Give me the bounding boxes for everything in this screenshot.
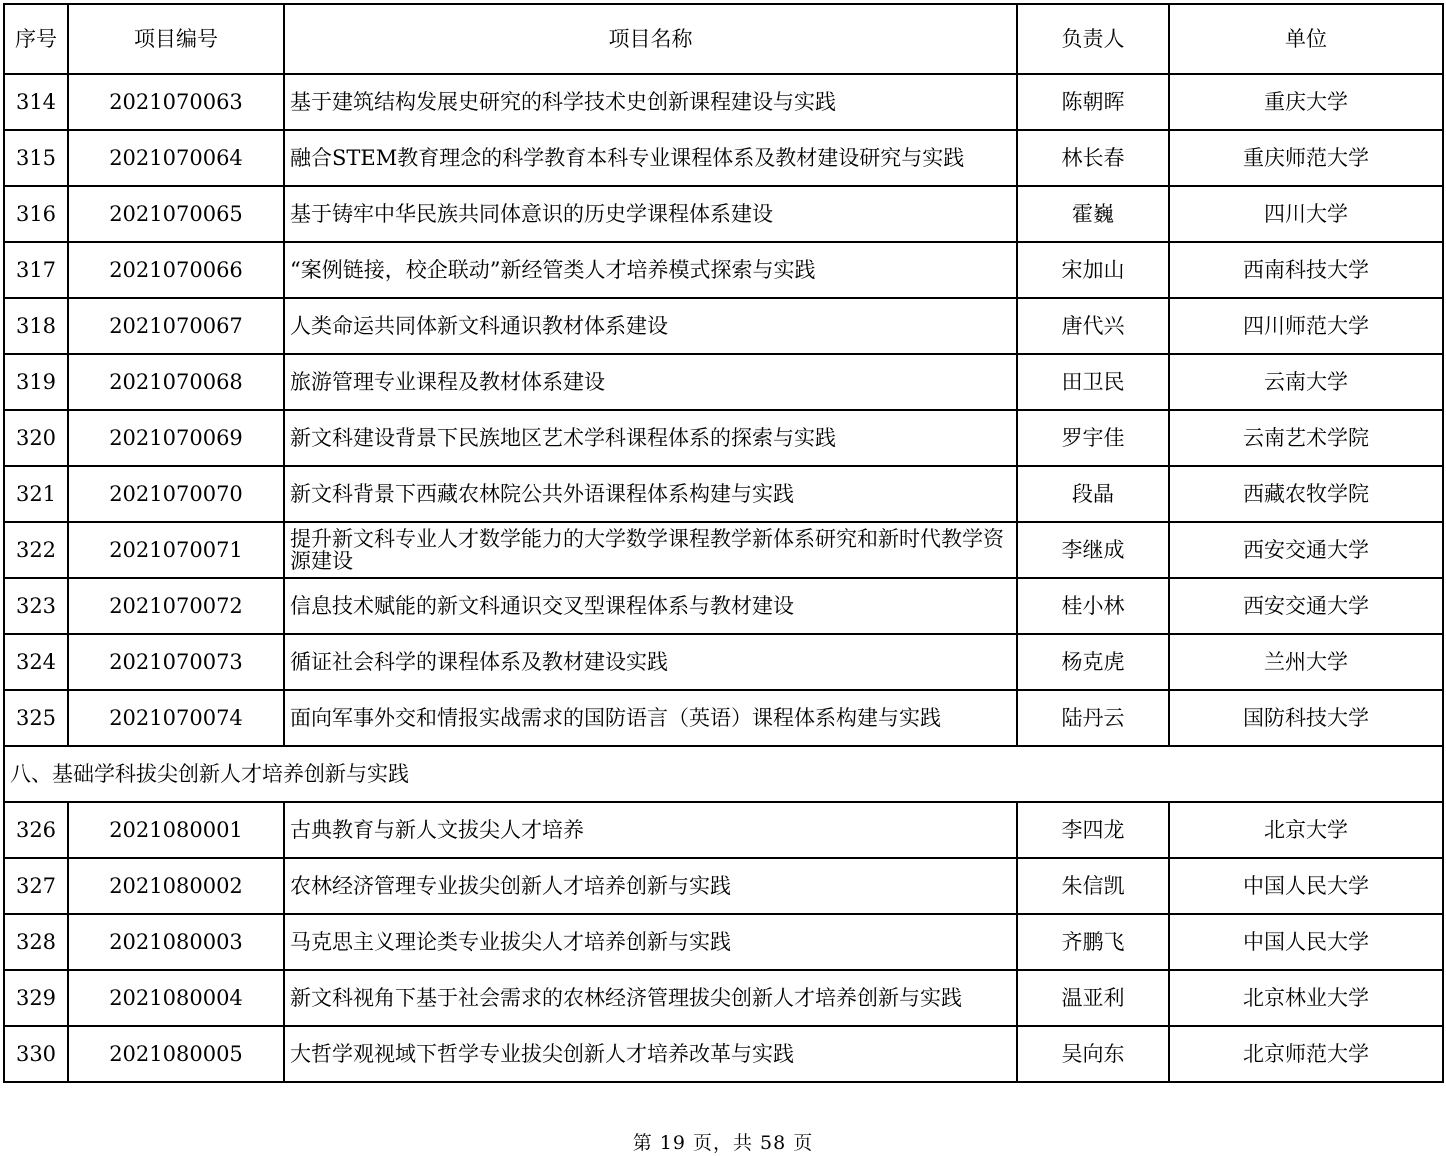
cell-seq: 320 [4,410,68,466]
cell-code: 2021070068 [68,354,284,410]
header-row [4,4,1443,74]
cell-leader: 唐代兴 [1017,298,1169,354]
cell-code: 2021070073 [68,634,284,690]
table-row [4,634,1443,690]
cell-code: 2021070074 [68,690,284,746]
table-row [4,74,1443,130]
cell-seq: 322 [4,522,68,578]
cell-leader: 杨克虎 [1017,634,1169,690]
cell-code: 2021080003 [68,914,284,970]
cell-unit: 四川大学 [1169,186,1443,242]
cell-unit: 北京大学 [1169,802,1443,858]
cell-unit: 西藏农牧学院 [1169,466,1443,522]
table-body-section-heading [4,746,1443,802]
cell-seq: 329 [4,970,68,1026]
cell-leader: 陆丹云 [1017,690,1169,746]
cell-code: 2021070071 [68,522,284,578]
header-seq: 序号 [4,4,68,74]
header-code: 项目编号 [68,4,284,74]
cell-unit: 西安交通大学 [1169,578,1443,634]
cell-leader: 温亚利 [1017,970,1169,1026]
cell-name: 面向军事外交和情报实战需求的国防语言（英语）课程体系构建与实践 [284,690,1017,746]
table-row [4,970,1443,1026]
table-row [4,1026,1443,1082]
cell-code: 2021070065 [68,186,284,242]
cell-unit: 北京林业大学 [1169,970,1443,1026]
cell-name: 信息技术赋能的新文科通识交叉型课程体系与教材建设 [284,578,1017,634]
cell-leader: 段晶 [1017,466,1169,522]
cell-code: 2021070063 [68,74,284,130]
cell-code: 2021070070 [68,466,284,522]
table-row [4,690,1443,746]
cell-name: 马克思主义理论类专业拔尖人才培养创新与实践 [284,914,1017,970]
cell-name: 大哲学观视域下哲学专业拔尖创新人才培养改革与实践 [284,1026,1017,1082]
cell-leader: 朱信凯 [1017,858,1169,914]
cell-seq: 321 [4,466,68,522]
cell-name: 农林经济管理专业拔尖创新人才培养创新与实践 [284,858,1017,914]
table-body-section-8 [4,802,1443,1082]
cell-leader: 李四龙 [1017,802,1169,858]
cell-name: 新文科建设背景下民族地区艺术学科课程体系的探索与实践 [284,410,1017,466]
cell-seq: 317 [4,242,68,298]
cell-code: 2021070067 [68,298,284,354]
cell-seq: 314 [4,74,68,130]
cell-seq: 318 [4,298,68,354]
cell-seq: 319 [4,354,68,410]
cell-leader: 李继成 [1017,522,1169,578]
cell-leader: 陈朝晖 [1017,74,1169,130]
table-row [4,466,1443,522]
cell-unit: 四川师范大学 [1169,298,1443,354]
cell-seq: 323 [4,578,68,634]
cell-name: 旅游管理专业课程及教材体系建设 [284,354,1017,410]
cell-unit: 中国人民大学 [1169,914,1443,970]
cell-unit: 兰州大学 [1169,634,1443,690]
cell-name: 提升新文科专业人才数学能力的大学数学课程教学新体系研究和新时代教学资源建设 [284,522,1017,578]
table-body-section-7 [4,74,1443,746]
table-row [4,298,1443,354]
header-name: 项目名称 [284,4,1017,74]
table-row [4,354,1443,410]
header-leader: 负责人 [1017,4,1169,74]
header-unit: 单位 [1169,4,1443,74]
cell-seq: 327 [4,858,68,914]
cell-seq: 316 [4,186,68,242]
table-row [4,914,1443,970]
section-title: 八、基础学科拔尖创新人才培养创新与实践 [4,746,1443,802]
cell-name: 新文科视角下基于社会需求的农林经济管理拔尖创新人才培养创新与实践 [284,970,1017,1026]
cell-leader: 齐鹏飞 [1017,914,1169,970]
cell-unit: 中国人民大学 [1169,858,1443,914]
cell-seq: 326 [4,802,68,858]
table-row [4,130,1443,186]
cell-name: 人类命运共同体新文科通识教材体系建设 [284,298,1017,354]
cell-code: 2021080001 [68,802,284,858]
cell-name: 新文科背景下西藏农林院公共外语课程体系构建与实践 [284,466,1017,522]
cell-unit: 北京师范大学 [1169,1026,1443,1082]
section-row [4,746,1443,802]
table-row [4,858,1443,914]
cell-seq: 330 [4,1026,68,1082]
cell-leader: 田卫民 [1017,354,1169,410]
cell-leader: 林长春 [1017,130,1169,186]
cell-unit: 重庆大学 [1169,74,1443,130]
table-row [4,186,1443,242]
cell-leader: 桂小林 [1017,578,1169,634]
cell-code: 2021080005 [68,1026,284,1082]
cell-seq: 325 [4,690,68,746]
cell-unit: 重庆师范大学 [1169,130,1443,186]
cell-name: “案例链接，校企联动”新经管类人才培养模式探索与实践 [284,242,1017,298]
table-row [4,242,1443,298]
cell-name: 基于建筑结构发展史研究的科学技术史创新课程建设与实践 [284,74,1017,130]
table-row [4,802,1443,858]
cell-code: 2021070066 [68,242,284,298]
cell-leader: 罗宇佳 [1017,410,1169,466]
cell-leader: 吴向东 [1017,1026,1169,1082]
cell-name: 融合STEM教育理念的科学教育本科专业课程体系及教材建设研究与实践 [284,130,1017,186]
cell-code: 2021080004 [68,970,284,1026]
cell-leader: 宋加山 [1017,242,1169,298]
cell-unit: 云南大学 [1169,354,1443,410]
cell-leader: 霍巍 [1017,186,1169,242]
project-table [3,3,1444,1083]
cell-code: 2021070072 [68,578,284,634]
cell-unit: 云南艺术学院 [1169,410,1443,466]
cell-seq: 328 [4,914,68,970]
cell-unit: 西南科技大学 [1169,242,1443,298]
cell-name: 古典教育与新人文拔尖人才培养 [284,802,1017,858]
table-row [4,410,1443,466]
page-footer: 第 19 页，共 58 页 [632,1132,814,1154]
cell-name: 循证社会科学的课程体系及教材建设实践 [284,634,1017,690]
table-row [4,522,1443,578]
cell-code: 2021070069 [68,410,284,466]
cell-seq: 315 [4,130,68,186]
cell-code: 2021070064 [68,130,284,186]
cell-unit: 西安交通大学 [1169,522,1443,578]
table-row [4,578,1443,634]
cell-name: 基于铸牢中华民族共同体意识的历史学课程体系建设 [284,186,1017,242]
cell-seq: 324 [4,634,68,690]
cell-unit: 国防科技大学 [1169,690,1443,746]
cell-code: 2021080002 [68,858,284,914]
